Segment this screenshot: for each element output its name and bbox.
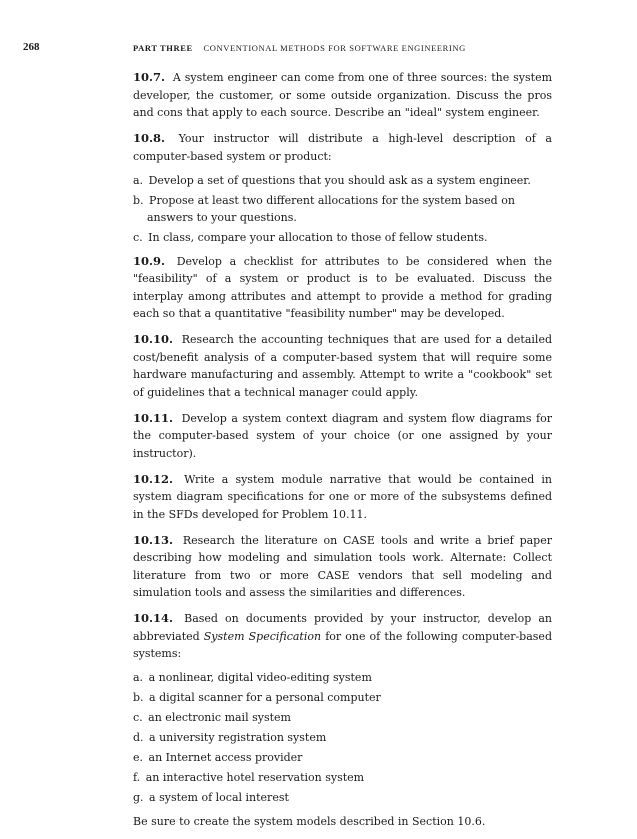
problem-10-9 bbox=[133, 253, 552, 323]
list-item-letter: f. bbox=[133, 771, 141, 784]
list-item bbox=[133, 769, 552, 787]
closing-note: Be sure to create the system models described in Section 10.6. bbox=[133, 814, 486, 828]
problem-number: 10.7. bbox=[133, 70, 166, 84]
problem-number: 10.10. bbox=[133, 332, 174, 346]
list-item-letter: a. bbox=[133, 173, 144, 187]
list-item-text: a nonlinear, digital video-editing system bbox=[148, 671, 372, 684]
list-item-text: a university registration system bbox=[149, 731, 327, 744]
problem-text: Develop a system context diagram and system flow diagrams for the computer-based system of your choice (or one assigned by your instructor). bbox=[133, 411, 552, 460]
list-item-text: a system of local interest bbox=[149, 791, 289, 804]
list-item bbox=[133, 172, 552, 190]
problem-number: 10.9. bbox=[133, 253, 166, 268]
problem-10-13 bbox=[133, 532, 552, 602]
list-item-text: an electronic mail system bbox=[148, 711, 291, 724]
list-item-text: an Internet access provider bbox=[148, 751, 303, 764]
problem-number: 10.11. bbox=[133, 410, 174, 425]
list-item-letter: d. bbox=[133, 731, 144, 744]
list-item-letter: g. bbox=[133, 791, 144, 804]
list-item bbox=[133, 689, 552, 707]
list-item bbox=[133, 729, 552, 747]
list-item bbox=[133, 709, 552, 727]
problem-number: 10.8. bbox=[133, 131, 166, 145]
list-item-text: an interactive hotel reservation system bbox=[145, 771, 365, 784]
problem-text: Write a system module narrative that would be contained in system diagram specifications for one or more of the subsystems defined in the SFDs developed for Problem 10.11. bbox=[133, 472, 552, 521]
problem-10-14-list bbox=[133, 669, 552, 807]
problem-10-8 bbox=[133, 130, 552, 165]
list-item bbox=[133, 229, 552, 247]
list-item-letter: a. bbox=[133, 671, 144, 684]
part-label: PART THREE bbox=[133, 43, 193, 53]
problem-10-7 bbox=[133, 69, 552, 122]
list-item bbox=[133, 669, 552, 687]
part-title: CONVENTIONAL METHODS FOR SOFTWARE ENGINEERING bbox=[203, 43, 466, 53]
problem-text-emphasis: System Specification bbox=[203, 629, 322, 643]
list-item-text: Propose at least two different allocations for the system based on answers to your questions. bbox=[147, 193, 515, 224]
list-item bbox=[133, 749, 552, 767]
problem-text-after: for one of the following computer-based systems: bbox=[133, 629, 552, 660]
problem-text: Your instructor will distribute a high-level description of a computer-based system or product: bbox=[133, 132, 552, 163]
problem-10-8-list bbox=[133, 172, 552, 247]
running-head bbox=[133, 43, 466, 53]
problem-text-before: Based on documents provided by your instructor, develop an abbreviated bbox=[133, 612, 553, 643]
list-item-letter: b. bbox=[133, 193, 144, 207]
list-item-text: a digital scanner for a personal computer bbox=[149, 691, 381, 704]
list-item-text: Develop a set of questions that you should ask as a system engineer. bbox=[148, 173, 531, 187]
problem-text: A system engineer can come from one of three sources: the system developer, the customer, or some outside organization. Discuss the pros and cons that apply to each source. Describe an "ideal" system engineer. bbox=[133, 71, 553, 119]
problem-text: Research the accounting techniques that are used for a detailed cost/benefit analysis of a computer-based system that will require some hardware manufacturing and assembly. Attempt to write a "cookbook" set of guidelines that a technical manager could apply. bbox=[133, 333, 552, 399]
problem-number: 10.12. bbox=[133, 471, 174, 486]
list-item-letter: e. bbox=[133, 751, 144, 764]
list-item bbox=[133, 789, 552, 807]
problems-section bbox=[133, 69, 552, 839]
list-item bbox=[133, 192, 552, 227]
list-item-letter: b. bbox=[133, 691, 144, 704]
problem-10-14 bbox=[133, 610, 552, 663]
problem-10-12 bbox=[133, 471, 552, 524]
problem-10-10 bbox=[133, 331, 552, 401]
problem-10-11 bbox=[133, 410, 552, 463]
list-item-letter: c. bbox=[133, 231, 143, 244]
list-item-text: In class, compare your allocation to those of fellow students. bbox=[148, 231, 488, 244]
page-number: 268 bbox=[23, 41, 40, 53]
problem-text: Develop a checklist for attributes to be considered when the "feasibility" of a system or product is to be evaluated. Discuss the interplay among attributes and attempt to provide a method for grading each so that a quantitative "feasibility number" may be developed. bbox=[133, 254, 553, 320]
problem-number: 10.13. bbox=[133, 532, 174, 547]
problem-number: 10.14. bbox=[133, 611, 174, 625]
problem-text: Research the literature on CASE tools and write a brief paper describing how modeling and simulation tools work. Alternate: Collect literature from two or more CASE vendors that sell modeling and simulation tools and assess the similarities and differences. bbox=[133, 533, 552, 599]
list-item-letter: c. bbox=[133, 711, 143, 724]
